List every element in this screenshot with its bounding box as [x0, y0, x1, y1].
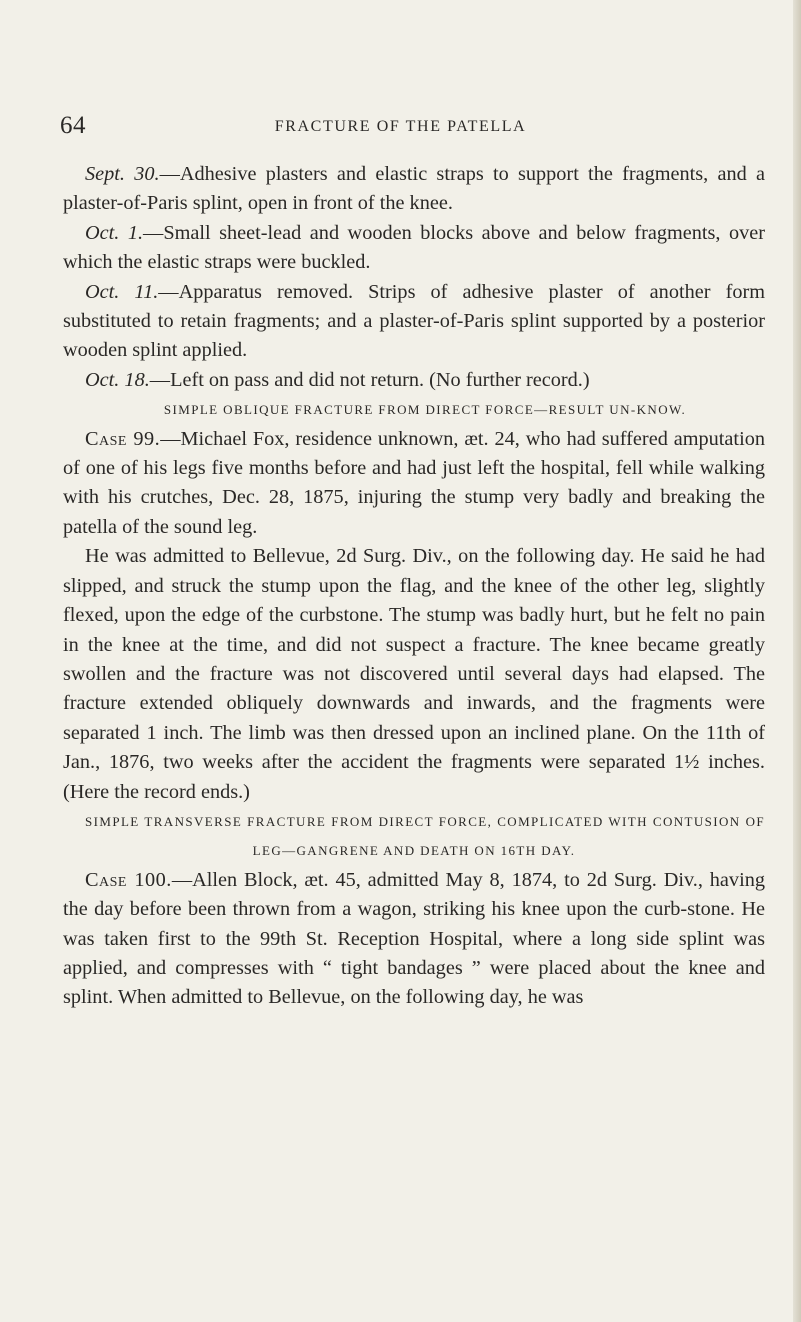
case-paragraph: He was admitted to Bellevue, 2d Surg. Div., on the following day. He said he had slipped, and struck the stump upon the flag, and the knee of the other leg, slightly flexed, upon the edge of the curbstone. The stump was badly hurt, but he felt no pain in the knee at the time, and did not suspect a fracture. The knee became greatly swollen and the fracture was not discovered until several days had elapsed. The fracture extended obliquely downwards and inwards, and the fragments were separated 1 inch. The limb was then dressed upon an inclined plane. On the 11th of Jan., 1876, two weeks after the accident the fragments were separated 1½ inches. (Here the record ends.) [63, 545, 765, 803]
entry-paragraph [63, 366, 765, 395]
entry-date: Oct. 1. [85, 221, 144, 244]
page-header [0, 112, 801, 142]
entry-text: —Adhesive plasters and elastic straps to support the fragments, and a plaster-of-Paris splint, open in front of the knee. [63, 163, 765, 215]
page-number: 64 [60, 112, 86, 139]
case-label: Case 100. [85, 868, 172, 891]
entry-paragraph [63, 160, 765, 219]
section-heading: SIMPLE TRANSVERSE FRACTURE FROM DIRECT FORCE, COMPLICATED WITH CONTUSION OF LEG—GANGRENE AND DEATH ON 16TH DAY. [85, 813, 765, 859]
entry-paragraph [63, 219, 765, 278]
case-text: —Allen Block, æt. 45, admitted May 8, 1874, to 2d Surg. Div., having the day before been thrown from a wagon, striking his knee upon the curb-stone. He was taken first to the 99th St. Reception Hospital, where a long side splint was applied, and compresses with “ tight bandages ” were placed about the knee and splint. When admitted to Bellevue, on the following day, he was [63, 868, 765, 1009]
section-heading: SIMPLE OBLIQUE FRACTURE FROM DIRECT FORCE—RESULT UN-KNOW. [163, 402, 687, 418]
body-text [63, 160, 765, 1013]
entry-paragraph [63, 278, 765, 366]
entry-date: Oct. 18. [85, 368, 150, 391]
page-edge [793, 0, 801, 1322]
entry-text: —Left on pass and did not return. (No further record.) [149, 368, 590, 391]
case-text: —Michael Fox, residence unknown, æt. 24, who had suffered amputation of one of his legs five months before and had just left the hospital, fell while walking with his crutches, Dec. 28, 1875, injuring the stump very badly and breaking the patella of the sound leg. [63, 427, 765, 538]
case-paragraph [63, 425, 765, 543]
running-head: FRACTURE OF THE PATELLA [274, 118, 527, 135]
entry-date: Oct. 11. [85, 280, 159, 303]
case-label: Case 99. [85, 427, 161, 450]
entry-date: Sept. 30. [85, 163, 160, 185]
entry-text: —Small sheet-lead and wooden blocks above and below fragments, over which the elastic straps were buckled. [63, 221, 765, 274]
entry-text: —Apparatus removed. Strips of adhesive plaster of another form substituted to retain fragments; and a plaster-of-Paris splint supported by a posterior wooden splint applied. [63, 280, 765, 362]
case-paragraph [63, 866, 765, 1013]
